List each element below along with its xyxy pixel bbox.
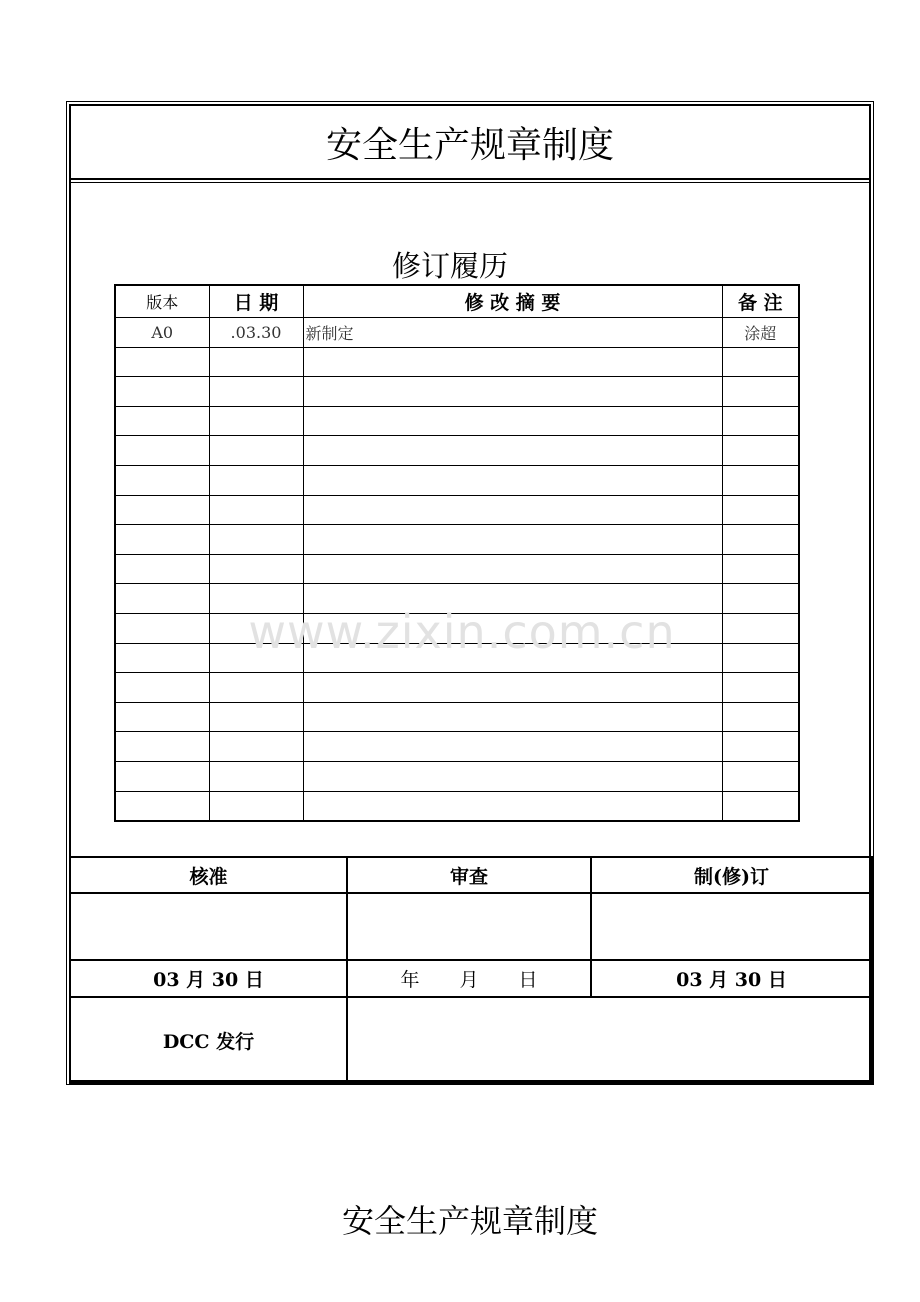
- cell-version: [115, 347, 209, 377]
- cell-summary: [303, 761, 722, 791]
- cell-summary: [303, 465, 722, 495]
- cell-date: [209, 436, 303, 466]
- cell-date: [209, 347, 303, 377]
- title-separator: [69, 178, 871, 183]
- table-row: [115, 377, 799, 407]
- cell-note: [722, 702, 799, 732]
- review-date-day: 日: [518, 969, 538, 991]
- table-row: [115, 584, 799, 614]
- review-date: [347, 960, 591, 997]
- review-label: 审查: [347, 857, 591, 893]
- cell-note: [722, 584, 799, 614]
- cell-date: [209, 673, 303, 703]
- review-date-year: 年: [400, 969, 420, 991]
- column-header-summary: 修 改 摘 要: [303, 285, 722, 318]
- table-row: [115, 791, 799, 821]
- table-row: [115, 732, 799, 762]
- cell-note: [722, 643, 799, 673]
- table-row: [115, 702, 799, 732]
- table-row: [115, 554, 799, 584]
- cell-version: [115, 554, 209, 584]
- footer-title: 安全生产规章制度: [341, 1202, 598, 1240]
- cell-note: [722, 791, 799, 821]
- cell-summary: [303, 584, 722, 614]
- review-signature-cell[interactable]: [347, 893, 591, 960]
- cell-note: [722, 761, 799, 791]
- table-row: [115, 761, 799, 791]
- table-row: [115, 465, 799, 495]
- cell-version: [115, 643, 209, 673]
- prepare-label: 制(修)订: [591, 857, 872, 893]
- dcc-issue-label: DCC 发行: [70, 997, 347, 1083]
- column-header-version: 版本: [115, 285, 209, 318]
- cell-note: [722, 613, 799, 643]
- cell-summary: [303, 702, 722, 732]
- cell-date: [209, 525, 303, 555]
- review-date-month: 月: [459, 969, 479, 991]
- table-row: [115, 525, 799, 555]
- dcc-issue-cell[interactable]: [347, 997, 872, 1083]
- cell-summary: [303, 406, 722, 436]
- cell-version: [115, 377, 209, 407]
- revision-history-heading: 修订履历: [391, 249, 508, 283]
- watermark: www.zixin.com.cn: [248, 605, 676, 659]
- cell-date: [209, 495, 303, 525]
- cell-version: [115, 673, 209, 703]
- cell-note: [722, 406, 799, 436]
- table-row: [115, 347, 799, 377]
- cell-note: [722, 347, 799, 377]
- cell-version: [115, 732, 209, 762]
- cell-note: [722, 377, 799, 407]
- cell-date: [209, 465, 303, 495]
- table-row: [115, 495, 799, 525]
- prepare-signature-cell[interactable]: [591, 893, 872, 960]
- cell-version: [115, 702, 209, 732]
- table-row: [115, 436, 799, 466]
- cell-version: A0: [115, 318, 209, 348]
- table-row: [115, 673, 799, 703]
- cell-note: [722, 673, 799, 703]
- cell-version: [115, 406, 209, 436]
- cell-version: [115, 791, 209, 821]
- cell-summary: [303, 673, 722, 703]
- prepare-date: 03 月 30 日: [591, 960, 872, 997]
- document-title: 安全生产规章制度: [325, 124, 614, 166]
- cell-date: [209, 702, 303, 732]
- cell-note: [722, 495, 799, 525]
- cell-version: [115, 525, 209, 555]
- approve-date: 03 月 30 日: [70, 960, 347, 997]
- cell-summary: [303, 347, 722, 377]
- column-header-note: 备 注: [722, 285, 799, 318]
- cell-version: [115, 584, 209, 614]
- cell-date: [209, 377, 303, 407]
- cell-summary: [303, 525, 722, 555]
- table-row: [115, 643, 799, 673]
- revision-history-table: [114, 284, 800, 822]
- cell-date: [209, 613, 303, 643]
- cell-version: [115, 436, 209, 466]
- cell-note: [722, 554, 799, 584]
- cell-date: [209, 406, 303, 436]
- cell-summary: [303, 495, 722, 525]
- approve-signature-cell[interactable]: [70, 893, 347, 960]
- table-row: [115, 613, 799, 643]
- cell-date: [209, 554, 303, 584]
- cell-summary: [303, 377, 722, 407]
- cell-date: [209, 584, 303, 614]
- revision-table-header: [115, 285, 799, 318]
- cell-date: [209, 761, 303, 791]
- column-header-date: 日 期: [209, 285, 303, 318]
- cell-note: [722, 436, 799, 466]
- cell-summary: [303, 554, 722, 584]
- cell-summary: [303, 436, 722, 466]
- signoff-table: [69, 856, 873, 1084]
- cell-note: [722, 465, 799, 495]
- table-row: [115, 406, 799, 436]
- table-row: [115, 318, 799, 348]
- cell-summary: [303, 791, 722, 821]
- cell-date: [209, 791, 303, 821]
- cell-version: [115, 761, 209, 791]
- cell-note: [722, 732, 799, 762]
- cell-date: .03.30: [209, 318, 303, 348]
- cell-note: [722, 525, 799, 555]
- cell-date: [209, 732, 303, 762]
- cell-summary: 新制定: [303, 318, 722, 348]
- approve-label: 核准: [70, 857, 347, 893]
- cell-note: 涂超: [722, 318, 799, 348]
- cell-version: [115, 465, 209, 495]
- cell-version: [115, 613, 209, 643]
- cell-version: [115, 495, 209, 525]
- cell-summary: [303, 732, 722, 762]
- cell-date: [209, 643, 303, 673]
- cell-summary: [303, 613, 722, 643]
- cell-summary: [303, 643, 722, 673]
